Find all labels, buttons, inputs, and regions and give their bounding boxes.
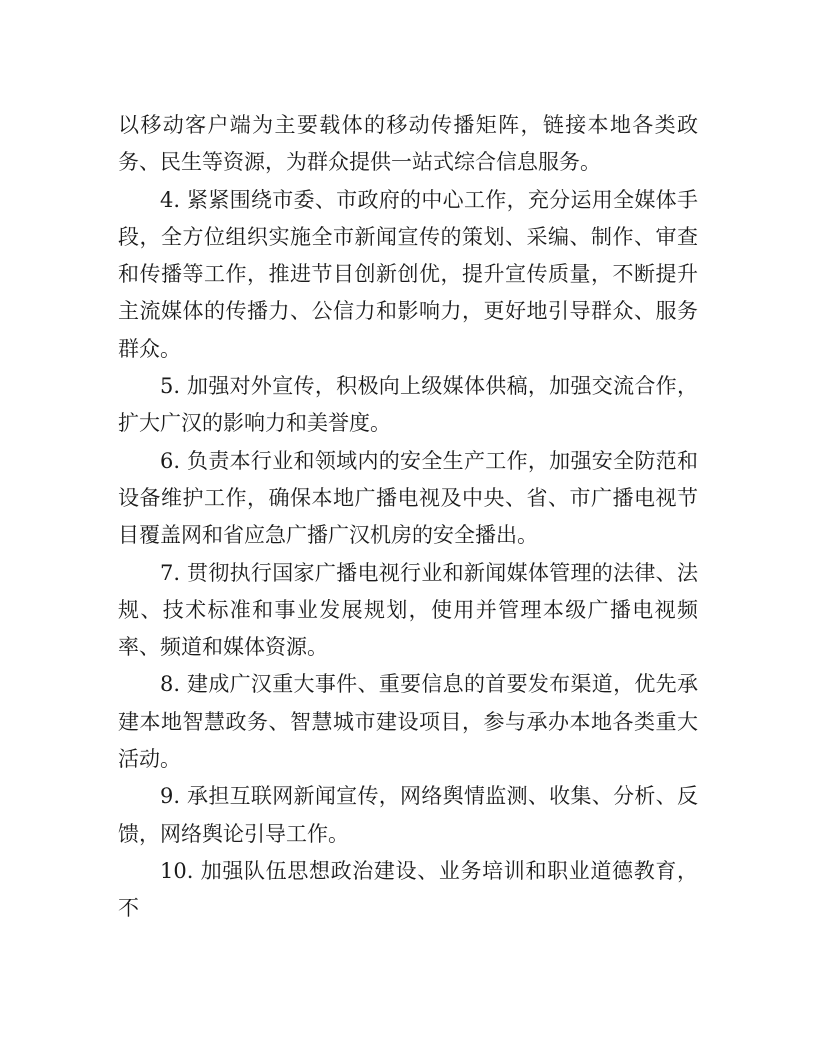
paragraph-item-6: 6. 负责本行业和领域内的安全生产工作，加强安全防范和设备维护工作，确保本地广播电视及中央、省、市广播电视节目覆盖网和省应急广播广汉机房的安全播出。 — [118, 448, 698, 548]
paragraph-continued: 以移动客户端为主要载体的移动传播矩阵，链接本地各类政务、民生等资源，为群众提供一站式综合信息服务。 — [118, 113, 698, 175]
paragraph-item-4: 4. 紧紧围绕市委、市政府的中心工作，充分运用全媒体手段，全方位组织实施全市新闻宣传的策划、采编、制作、审查和传播等工作，推进节目创新创优，提升宣传质量，不断提升主流媒体的传播力、公信力和影响力，更好地引导群众、服务群众。 — [118, 187, 698, 361]
document-body — [118, 107, 698, 928]
paragraph-item-5: 5. 加强对外宣传，积极向上级媒体供稿，加强交流合作，扩大广汉的影响力和美誉度。 — [118, 374, 698, 436]
paragraph-item-10: 10. 加强队伍思想政治建设、业务培训和职业道德教育，不 — [118, 858, 698, 921]
paragraph-item-9: 9. 承担互联网新闻宣传，网络舆情监测、收集、分析、反馈，网络舆论引导工作。 — [118, 784, 698, 846]
paragraph-item-7: 7. 贯彻执行国家广播电视行业和新闻媒体管理的法律、法规、技术标准和事业发展规划，使用并管理本级广播电视频率、频道和媒体资源。 — [118, 560, 698, 660]
paragraph-item-8: 8. 建成广汉重大事件、重要信息的首要发布渠道，优先承建本地智慧政务、智慧城市建设项目，参与承办本地各类重大活动。 — [118, 672, 698, 772]
